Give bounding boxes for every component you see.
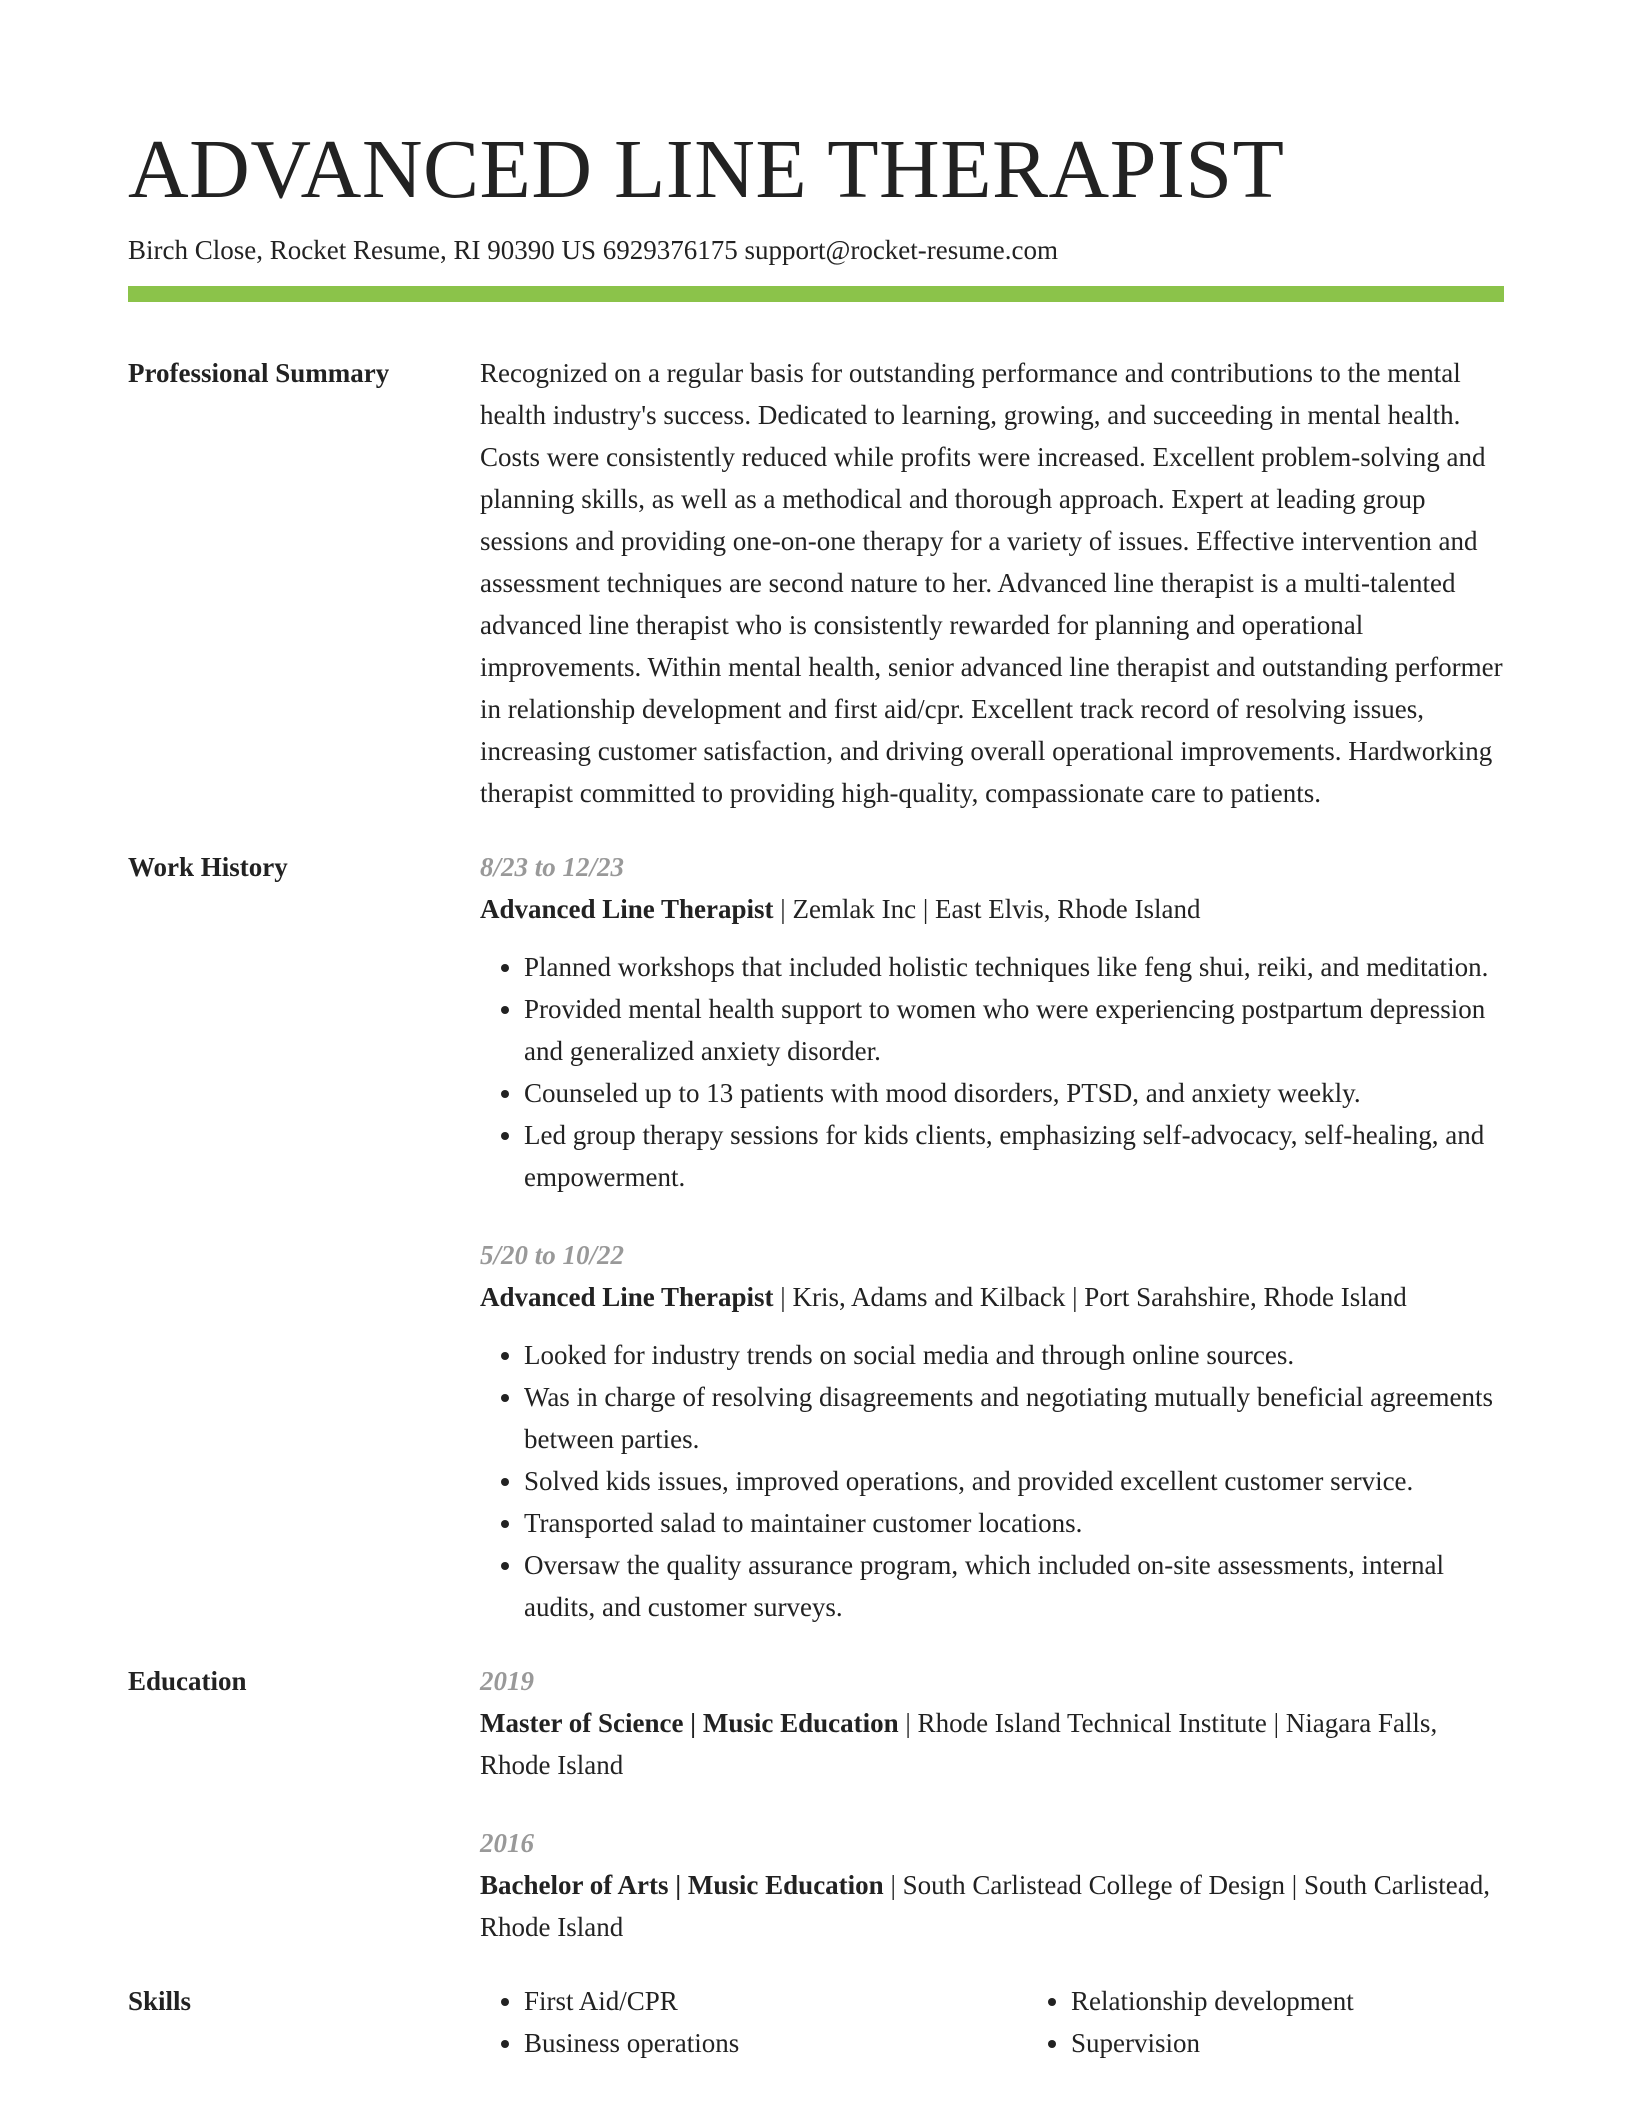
skills-list-right	[1027, 1980, 1531, 2064]
resume-page	[128, 0, 1504, 2064]
skill-item: • Business operations	[524, 2022, 984, 2064]
skill-item: • Supervision	[1071, 2022, 1531, 2064]
job-bullet: • Counseled up to 13 patients with mood disorders, PTSD, and anxiety weekly.	[524, 1072, 1504, 1114]
job-heading	[480, 888, 1504, 930]
contact-line: Birch Close, Rocket Resume, RI 90390 US 6929376175 support@rocket-resume.com	[128, 235, 1058, 265]
job-role: Advanced Line Therapist	[480, 1282, 774, 1312]
job-bullet: • Solved kids issues, improved operations, and provided excellent customer service.	[524, 1460, 1504, 1502]
summary-text: Recognized on a regular basis for outstanding performance and contributions to the mental health industry's success. Dedicated to learning, growing, and succeeding in mental health. Costs were consistently reduced while profits were increased. Excellent problem-solving and planning skills, as well as a methodical and thorough approach. Expert at leading group sessions and providing one-on-one therapy for a variety of issues. Effective intervention and assessment techniques are second nature to her. Advanced line therapist is a multi-talented advanced line therapist who is consistently rewarded for planning and operational improvements. Within mental health, senior advanced line therapist and outstanding performer in relationship development and first aid/cpr. Excellent track record of resolving issues, increasing customer satisfaction, and driving overall operational improvements. Hardworking therapist committed to providing high-quality, compassionate care to patients.	[480, 358, 1503, 808]
section-title-work-history: Work History	[128, 852, 288, 882]
header-accent-rule	[128, 286, 1504, 302]
education-details: | South Carlistead College of Design | South Carlistead, Rhode Island	[480, 1870, 1490, 1942]
skills-section	[128, 1980, 1504, 2064]
education-details: | Rhode Island Technical Institute | Niagara Falls, Rhode Island	[480, 1708, 1438, 1780]
job-bullet: • Led group therapy sessions for kids clients, emphasizing self-advocacy, self-healing, and empowerment.	[524, 1114, 1504, 1198]
job-entry	[480, 1234, 1504, 1628]
skills-body	[480, 1980, 1504, 2064]
job-bullet: • Provided mental health support to women who were experiencing postpartum depression and generalized anxiety disorder.	[524, 988, 1504, 1072]
education-entry	[480, 1660, 1504, 1786]
job-details: | Zemlak Inc | East Elvis, Rhode Island	[773, 894, 1201, 924]
education-section	[128, 1660, 1504, 1948]
job-heading	[480, 1276, 1504, 1318]
job-bullet: • Transported salad to maintainer customer locations.	[524, 1502, 1504, 1544]
skill-item: • Relationship development	[1071, 1980, 1531, 2022]
education-heading	[480, 1864, 1504, 1948]
education-degree: Master of Science | Music Education	[480, 1708, 899, 1738]
section-title-education: Education	[128, 1666, 247, 1696]
job-details: | Kris, Adams and Kilback | Port Sarahshire, Rhode Island	[773, 1282, 1407, 1312]
job-date: 5/20 to 10/22	[480, 1240, 625, 1270]
section-title-summary: Professional Summary	[128, 358, 390, 388]
job-entry	[480, 846, 1504, 1198]
skills-list-left	[480, 1980, 984, 2064]
job-bullet: • Oversaw the quality assurance program, which included on-site assessments, internal audits, and customer surveys.	[524, 1544, 1504, 1628]
skills-grid	[480, 1980, 1504, 2064]
summary-section	[128, 352, 1504, 814]
job-bullets	[480, 946, 1504, 1198]
skill-item: • First Aid/CPR	[524, 1980, 984, 2022]
resume-name: ADVANCED LINE THERAPIST	[128, 123, 1285, 216]
education-heading	[480, 1702, 1504, 1786]
job-bullets	[480, 1334, 1504, 1628]
work-history-section	[128, 846, 1504, 1628]
education-date: 2016	[480, 1828, 534, 1858]
job-bullet: • Planned workshops that included holistic techniques like feng shui, reiki, and meditation.	[524, 946, 1504, 988]
education-entry	[480, 1822, 1504, 1948]
work-history-body	[480, 846, 1504, 1628]
education-date: 2019	[480, 1666, 534, 1696]
job-bullet: • Looked for industry trends on social media and through online sources.	[524, 1334, 1504, 1376]
job-date: 8/23 to 12/23	[480, 852, 625, 882]
education-body	[480, 1660, 1504, 1948]
job-role: Advanced Line Therapist	[480, 894, 774, 924]
education-degree: Bachelor of Arts | Music Education	[480, 1870, 884, 1900]
summary-body	[480, 352, 1504, 814]
section-title-skills: Skills	[128, 1986, 192, 2016]
job-bullet: • Was in charge of resolving disagreements and negotiating mutually beneficial agreements between parties.	[524, 1376, 1504, 1460]
